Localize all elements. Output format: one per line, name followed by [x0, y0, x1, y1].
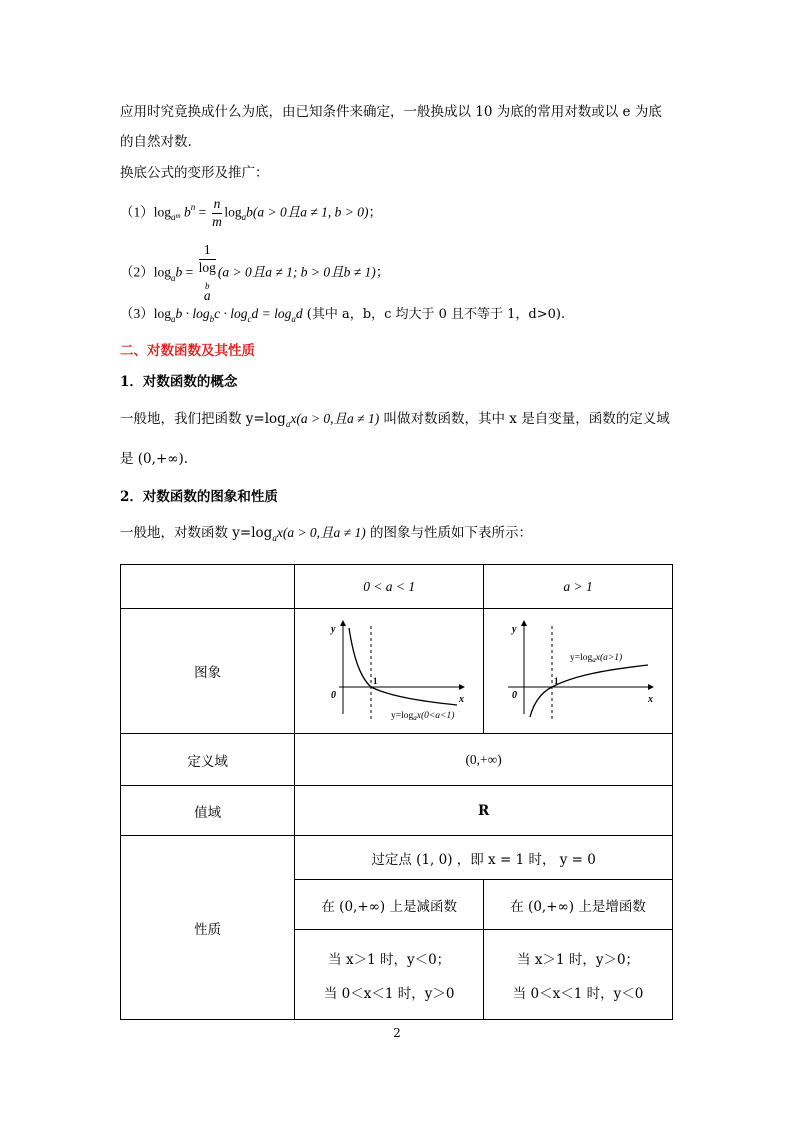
table-row-range: [121, 786, 673, 836]
table-intro: [120, 526, 532, 541]
graph-right-curve-label: [570, 652, 622, 664]
formula-1-end: ；: [368, 204, 382, 220]
formula-3-t4-arg: d: [295, 306, 303, 321]
graph-decreasing: [309, 614, 469, 724]
formula-2-label: （2）: [120, 264, 154, 280]
formula-3-t4-base: a: [291, 314, 296, 324]
left-sign-line-2: 当 0＜x＜1 时，y＞0: [323, 985, 455, 1002]
formula-1-frac-num: n: [212, 196, 223, 214]
graph-left-x-label: x: [459, 694, 465, 705]
formula-1-arg-sup: n: [190, 202, 196, 213]
formula-3-t1-base: a: [171, 314, 176, 324]
formula-1-frac-den: m: [212, 213, 222, 229]
graph-left-origin-label: 0: [331, 690, 337, 701]
header-empty-cell: [121, 565, 295, 609]
formula-3-t1: log: [153, 306, 172, 321]
table-intro-post: 的图象与性质如下表所示：: [365, 525, 533, 541]
formula-1-base-sup: m: [175, 212, 181, 221]
row-props-label: 性质: [121, 836, 295, 1020]
table-row-domain: [121, 734, 673, 786]
graph-increasing: [498, 614, 658, 724]
graph-right-curve-label-base: a: [592, 656, 596, 664]
row-domain-label: 定义域: [121, 734, 295, 786]
subsection-1-title: 1．对数函数的概念: [120, 374, 238, 390]
graph-left-curve-label-tail: x(0<a<1): [416, 711, 455, 721]
definition-mid: x(a > 0,且a ≠ 1): [290, 411, 380, 426]
graph-left-cell: [295, 609, 484, 734]
formula-1: [120, 196, 382, 231]
row-graph-label: 图象: [121, 609, 295, 734]
formula-1-arg: b: [183, 204, 191, 220]
decreasing-value: 在 (0,+∞) 上是减函数: [295, 880, 484, 930]
table-row-fixed-point: [121, 836, 673, 880]
fixed-point-value: 过定点 (1, 0) ，即 x = 1 时， y = 0: [295, 836, 673, 880]
right-sign-line-2: 当 0＜x＜1 时，y＜0: [512, 985, 644, 1002]
right-sign-line-1: 当 x＞1 时，y＞0；: [517, 951, 640, 968]
formula-2-fraction: [199, 242, 216, 305]
table-header-row: [121, 565, 673, 609]
graph-left-y-label: y: [331, 624, 336, 635]
formula-2-arg: b: [175, 264, 183, 280]
formula-2: [120, 242, 389, 305]
left-sign-line-1: 当 x＞1 时，y＜0；: [328, 951, 451, 968]
graph-left-one-label: 1: [373, 676, 378, 686]
graph-right-curve-label-tail: x(a>1): [595, 653, 623, 663]
right-sign-cell: [484, 930, 673, 1020]
domain-value: (0,+∞): [295, 734, 673, 786]
formula-3-t1-arg: b · log: [175, 306, 210, 321]
definition-pre: 一般地，我们把函数 y=log: [120, 411, 286, 427]
header-col-1: 0 < a < 1: [295, 565, 484, 609]
definition-line-2: 是 (0,+∞).: [120, 451, 189, 467]
intro-line-2: 的自然对数.: [120, 134, 192, 150]
formula-3-t2-arg: c · log: [214, 306, 248, 321]
curve-increasing: [530, 665, 648, 717]
log-function-properties-table: [120, 564, 673, 1020]
formula-1-rhs-tail: b(a > 0且a ≠ 1, b > 0): [246, 204, 369, 220]
left-sign-cell: [295, 930, 484, 1020]
graph-right-cell: [484, 609, 673, 734]
formula-3-t3-base: c: [247, 314, 252, 324]
graph-right-one-label: 1: [554, 676, 559, 686]
formula-2-log: log: [153, 264, 172, 280]
table-row-graph: [121, 609, 673, 734]
x-axis-arrow: [648, 684, 654, 690]
formula-3-label: （3）: [120, 306, 154, 321]
y-axis-arrow: [521, 620, 527, 626]
formula-2-base: a: [171, 272, 176, 283]
graph-right-origin-label: 0: [512, 690, 518, 701]
graph-left-curve-label: [391, 710, 454, 722]
definition-base: a: [285, 419, 291, 429]
header-col-2: a > 1: [484, 565, 673, 609]
definition-post: 叫做对数函数，其中 x 是自变量，函数的定义域: [379, 411, 670, 427]
table-intro-mid: x(a > 0,且a ≠ 1): [276, 525, 366, 540]
x-axis-arrow: [459, 684, 465, 690]
formula-2-den-arg: a: [203, 288, 211, 303]
change-of-base-heading: 换底公式的变形及推广：: [120, 165, 269, 181]
y-axis-arrow: [340, 620, 346, 626]
formula-2-den-log: log: [198, 259, 216, 275]
graph-left-curve-label-base: a: [413, 714, 417, 722]
graph-right-y-label: y: [512, 624, 517, 635]
formula-3: [120, 306, 566, 324]
formula-1-rhs-log: log: [224, 204, 242, 220]
formula-3-t2-base: b: [209, 314, 215, 324]
formula-1-eq: =: [198, 204, 207, 220]
table-intro-pre: 一般地，对数函数 y=log: [120, 525, 273, 541]
graph-left-curve-label-log: y=log: [391, 711, 414, 721]
page-number: 2: [393, 1026, 401, 1040]
range-value: R: [295, 786, 673, 836]
curve-decreasing: [349, 628, 457, 705]
formula-3-note: (其中 a，b，c 均大于 0 且不等于 1，d>0).: [302, 307, 566, 322]
formula-2-den-base: b: [205, 280, 210, 291]
formula-2-frac-den: [199, 260, 216, 305]
formula-1-base: a: [171, 212, 176, 223]
row-range-label: 值域: [121, 786, 295, 836]
definition-line-1: [120, 412, 670, 427]
table-intro-base: a: [272, 533, 277, 543]
formula-2-frac-num: 1: [199, 242, 216, 260]
formula-1-fraction: [212, 196, 223, 231]
graph-right-curve-label-log: y=log: [570, 653, 593, 663]
subsection-2-title: 2．对数函数的图象和性质: [120, 489, 278, 505]
intro-line-1: 应用时究竟换成什么为底，由已知条件来确定，一般换成以 10 为底的常用对数或以 e 为底: [120, 104, 662, 120]
formula-2-eq: =: [185, 264, 194, 280]
graph-right-x-label: x: [648, 694, 654, 705]
section-2-title: 二、对数函数及其性质: [120, 343, 255, 359]
formula-1-label: （1）: [120, 204, 154, 220]
formula-1-rhs-base: a: [241, 212, 247, 223]
formula-3-t3-arg: d = log: [251, 306, 292, 321]
formula-2-end: ；: [375, 264, 390, 280]
increasing-value: 在 (0,+∞) 上是增函数: [484, 880, 673, 930]
formula-2-cond: (a > 0且a ≠ 1; b > 0且b ≠ 1): [217, 264, 376, 280]
formula-1-log: log: [153, 204, 172, 220]
